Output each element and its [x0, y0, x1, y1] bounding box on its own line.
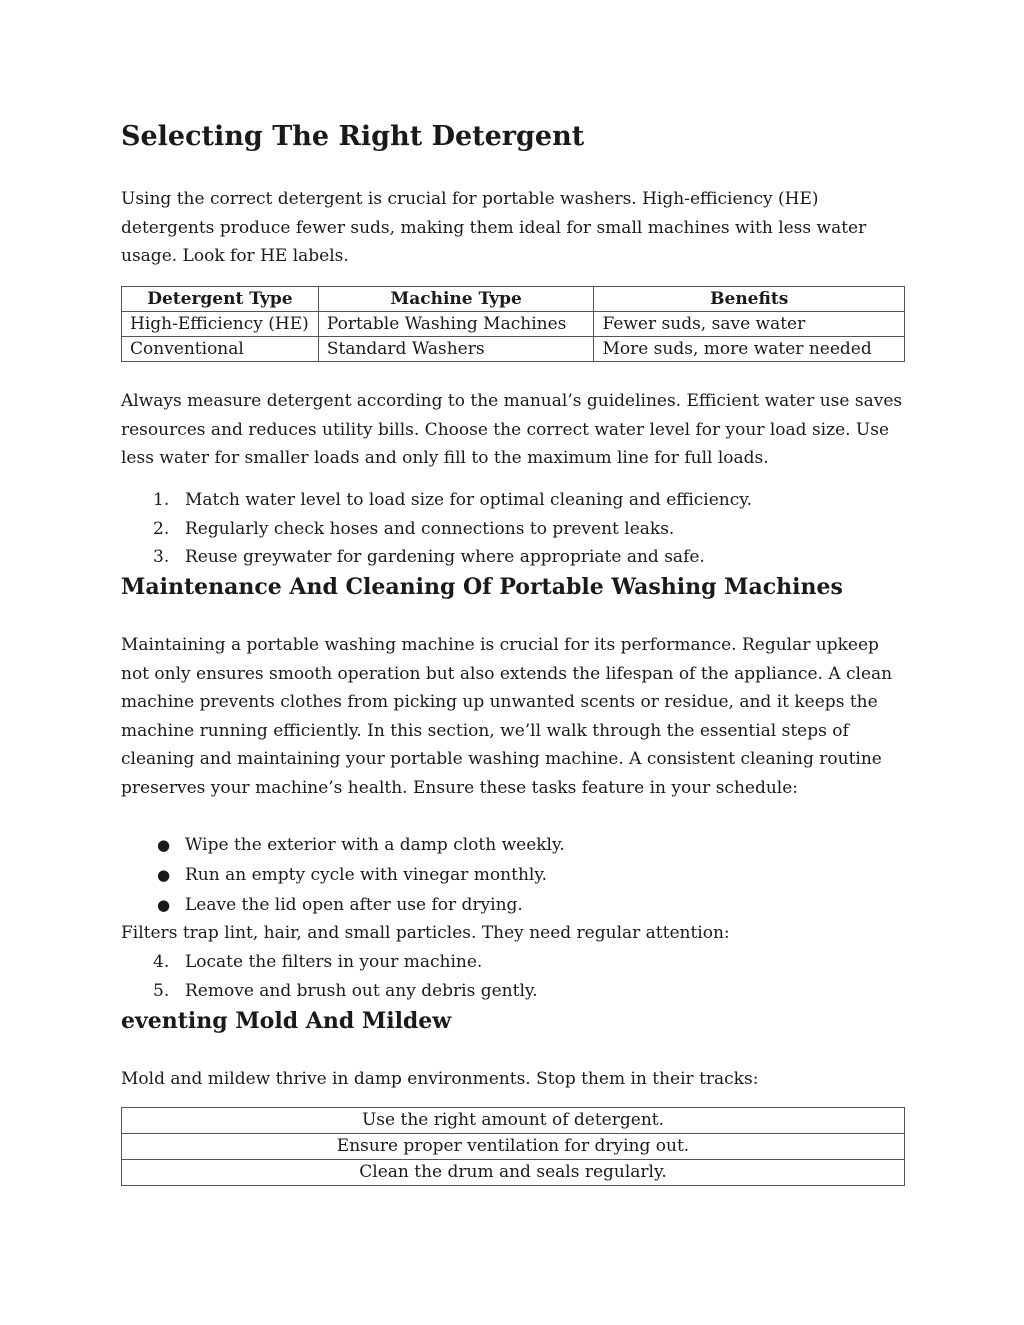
- table-row: [122, 1134, 905, 1160]
- section-title-maintenance: Maintenance And Cleaning Of Portable Washing Machines: [121, 574, 843, 600]
- mold-intro-paragraph: Mold and mildew thrive in damp environments. Stop them in their tracks:: [121, 1069, 759, 1089]
- list-item: [121, 890, 565, 920]
- list-item: [121, 830, 565, 860]
- maintenance-bullet-list: [121, 830, 565, 920]
- table-cell: Clean the drum and seals regularly.: [122, 1160, 905, 1186]
- bullet-icon: ●: [157, 866, 171, 884]
- list-item-text: Reuse greywater for gardening where appropriate and safe.: [185, 547, 705, 568]
- mold-tips-table: [121, 1107, 905, 1186]
- table-header-row: [122, 287, 905, 312]
- table-cell: More suds, more water needed: [594, 337, 905, 362]
- table-header-cell: Benefits: [594, 287, 905, 312]
- filters-steps-list: [121, 948, 538, 1005]
- list-item: [121, 860, 565, 890]
- list-item-text: Locate the filters in your machine.: [185, 952, 483, 972]
- detergent-measure-paragraph: Always measure detergent according to the manual’s guidelines. Efficient water use saves resources and reduces utility bills. Choose the correct water level for your load size. Use less water for smaller loads and only fill to the maximum line for full loads.: [121, 391, 903, 469]
- table-cell: Conventional: [122, 337, 319, 362]
- table-row: [122, 312, 905, 337]
- table-cell: Ensure proper ventilation for drying out.: [122, 1134, 905, 1160]
- bullet-icon: ●: [157, 896, 171, 914]
- table-row: [122, 1108, 905, 1134]
- table-row: [122, 1160, 905, 1186]
- list-item: [121, 543, 752, 572]
- list-item: [121, 486, 752, 515]
- list-item-text: Wipe the exterior with a damp cloth weekly.: [185, 835, 565, 855]
- list-item: [121, 977, 538, 1006]
- list-number: 1.: [153, 490, 170, 510]
- table-cell: Portable Washing Machines: [318, 312, 594, 337]
- list-item-text: Regularly check hoses and connections to prevent leaks.: [185, 518, 675, 539]
- list-number: 4.: [153, 952, 170, 972]
- table-cell: Use the right amount of detergent.: [122, 1108, 905, 1134]
- list-item-text: Match water level to load size for optimal cleaning and efficiency.: [185, 490, 753, 510]
- table-cell: High-Efficiency (HE): [122, 312, 319, 337]
- list-number: 3.: [153, 547, 170, 568]
- detergent-intro-paragraph: Using the correct detergent is crucial for portable washers. High-efficiency (HE) detergents produce fewer suds, making them ideal for small machines with less water usage. Look for HE labels.: [121, 189, 867, 267]
- table-header-cell: Machine Type: [318, 287, 594, 312]
- list-item-text: Remove and brush out any debris gently.: [185, 980, 538, 1001]
- table-cell: Fewer suds, save water: [594, 312, 905, 337]
- table-header-cell: Detergent Type: [122, 287, 319, 312]
- section-title-mold: eventing Mold And Mildew: [121, 1008, 452, 1034]
- list-item: [121, 948, 538, 977]
- water-tips-list: [121, 486, 752, 572]
- maintenance-intro-paragraph: Maintaining a portable washing machine is crucial for its performance. Regular upkeep not only ensures smooth operation but also extends the lifespan of the appliance. A clean machine prevents clothes from picking up unwanted scents or residue, and it keeps the machine running efficiently. In this section, we’ll walk through the essential steps of cleaning and maintaining your portable washing machine. A consistent cleaning routine preserves your machine’s health. Ensure these tasks feature in your schedule:: [121, 635, 893, 798]
- list-item-text: Run an empty cycle with vinegar monthly.: [185, 865, 548, 885]
- list-number: 2.: [153, 518, 170, 539]
- list-number: 5.: [153, 980, 170, 1001]
- filters-paragraph: Filters trap lint, hair, and small particles. They need regular attention:: [121, 923, 730, 943]
- list-item: [121, 515, 752, 544]
- list-item-text: Leave the lid open after use for drying.: [185, 895, 523, 915]
- table-row: [122, 337, 905, 362]
- detergent-table: [121, 286, 905, 362]
- bullet-icon: ●: [157, 836, 171, 854]
- table-cell: Standard Washers: [318, 337, 594, 362]
- section-title-detergent: Selecting The Right Detergent: [121, 121, 585, 152]
